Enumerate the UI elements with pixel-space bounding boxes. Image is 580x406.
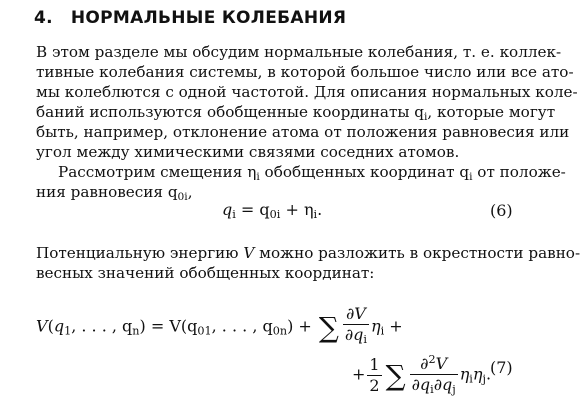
eq7-eta1: η xyxy=(370,316,381,336)
eq6-sub3: i xyxy=(313,208,318,221)
eq6-sub1: i xyxy=(232,208,236,221)
eq7-mid3: , . . . , q xyxy=(211,316,273,336)
eq7-frac2-den-sub-b: j xyxy=(452,383,456,396)
paragraph3-line1-a: Потенциальную энергию xyxy=(36,244,244,262)
paragraph1-line4-text: баний используются обобщенные координаты q xyxy=(36,103,424,121)
section-title: НОРМАЛЬНЫЕ КОЛЕБАНИЯ xyxy=(70,8,347,28)
paragraph3-line1-b: можно разложить в окрестности равно- xyxy=(254,244,580,262)
eq7-eta3: η xyxy=(472,364,483,384)
eq7-frac2-num: ∂ xyxy=(420,354,429,373)
eq6-mid: = q xyxy=(235,200,270,219)
eq7-frac2-den-b: ∂q xyxy=(433,375,453,394)
paragraph2-line1-sub2: i xyxy=(469,170,473,183)
paragraph2-line2 xyxy=(36,182,193,207)
paragraph3-line2: весных значений обобщенных координат: xyxy=(36,264,375,282)
paragraph2-line1-a: Рассмотрим смещения η xyxy=(58,163,257,181)
eq7-sub2: n xyxy=(132,324,140,338)
paragraph2-line1-b: обобщенных координат q xyxy=(259,163,470,181)
paragraph2-line2-sub: 0i xyxy=(177,190,188,203)
eq7-frac2-num-sup: 2 xyxy=(428,353,436,366)
eq6-plus: + η xyxy=(280,200,314,219)
equation-7-row2 xyxy=(352,350,491,400)
eq7-frac1 xyxy=(343,304,369,350)
paragraph3-line1 xyxy=(36,243,580,263)
section-heading xyxy=(34,8,346,28)
paragraph1-line2: тивные колебания системы, в которой большое число или все ато- xyxy=(36,63,574,81)
eq7-mid2: ) = V(q xyxy=(139,316,198,336)
equation-7-row1: $V(q_1$, . . . , $q_n) = V(q_{01}$, . . . , $q_{0n}$) + ∑ $\frac{\partial V}{\partial q_i}$ $\eta_i$ + xyxy=(36,304,403,350)
paragraph1-line4-sub: i xyxy=(424,110,428,123)
paragraph1-line6: угол между химическими связями соседних атомов. xyxy=(36,143,460,161)
eq7-row2-end: . xyxy=(485,364,492,384)
eq7-frac1-num: ∂V xyxy=(346,304,366,323)
section-number: 4. xyxy=(34,8,53,28)
eq7-half xyxy=(367,355,381,396)
eq7-frac1-den-sub: i xyxy=(363,333,367,346)
eq7-sub4: 0n xyxy=(272,324,288,338)
eq7-sum1: ∑ xyxy=(318,310,339,344)
paragraph1-line5: быть, например, отклонение атома от положения равновесия или xyxy=(36,123,570,141)
paragraph2-line1-c: от положе- xyxy=(472,163,566,181)
eq7-mid4: ) + xyxy=(287,316,317,336)
eq6-end: . xyxy=(317,200,323,219)
eq7-half-num: 1 xyxy=(369,354,380,374)
eq6-lhs: q xyxy=(222,200,233,219)
eq7-frac1-den: ∂q xyxy=(344,325,364,344)
eq7-row2-plus: + xyxy=(352,364,366,384)
eq7-frac2-num-v: V xyxy=(435,354,448,373)
paragraph1-line1: В этом разделе мы обсудим нормальные колебания, т. е. коллек- xyxy=(36,43,562,61)
paragraph1-line4-tail: , которые могут xyxy=(427,103,556,121)
eq7-eta2-sub: i xyxy=(469,372,473,386)
equation-6 xyxy=(222,200,322,221)
eq7-mid1: , . . . , q xyxy=(71,316,133,336)
eq7-row1-end: + xyxy=(384,316,403,336)
eq7-eta1-sub: i xyxy=(380,324,385,338)
eq7-eta2: η xyxy=(459,364,470,384)
eq7-sub3: 01 xyxy=(197,324,212,338)
paragraph1-line3: мы колеблются с одной частотой. Для описания нормальных коле- xyxy=(36,83,578,101)
paragraph2-line2-a: ния равновесия q xyxy=(36,183,178,201)
eq6-sub2: 0i xyxy=(269,208,281,221)
eq7-frac2-den-sub-a: i xyxy=(430,383,434,396)
eq7-sub1: 1 xyxy=(64,324,72,338)
equation-7-number: (7) xyxy=(490,358,513,377)
eq7-sum2: ∑ xyxy=(385,358,406,392)
paragraph3-line1-v: V xyxy=(243,244,255,262)
eq7-eta3-sub: j xyxy=(482,372,486,386)
eq7-frac2-den-a: ∂q xyxy=(411,375,431,394)
paragraph2-line1-sub1: i xyxy=(256,170,260,183)
eq7-frac2 xyxy=(410,350,458,400)
equation-6-number: (6) xyxy=(490,201,513,220)
eq7-half-den: 2 xyxy=(369,375,380,395)
paragraph2-line2-b: , xyxy=(187,183,193,201)
